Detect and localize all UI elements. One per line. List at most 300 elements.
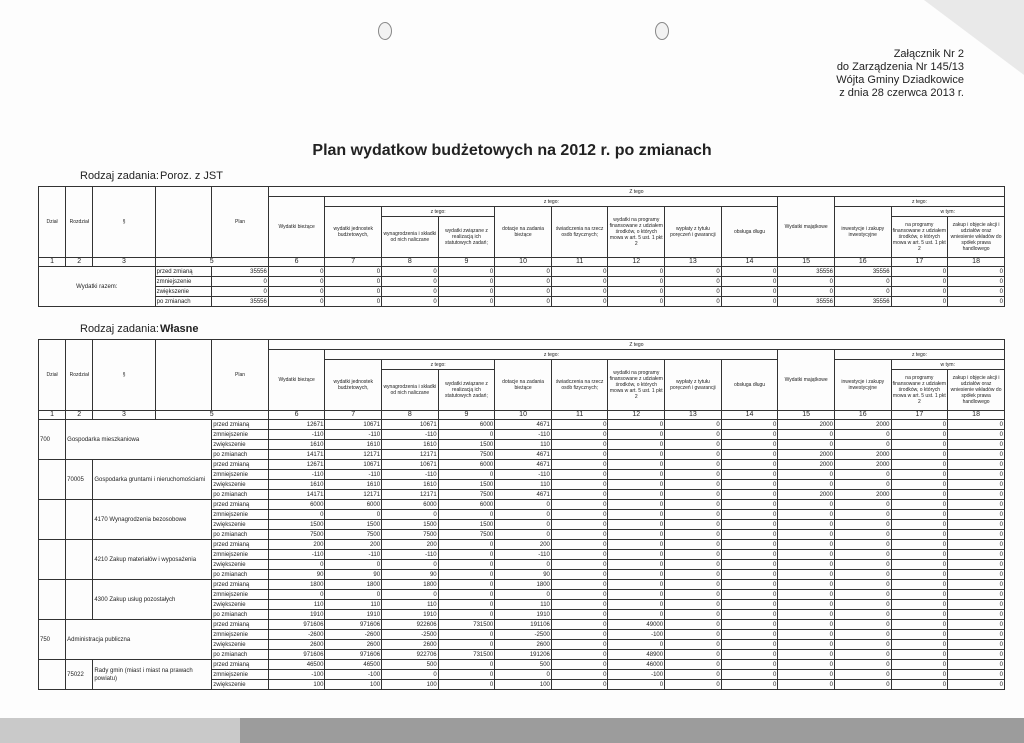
value-cell: 0 — [891, 640, 948, 650]
header-statutowe: wydatki związane z realizacją ich statutowych zadań; — [438, 217, 495, 258]
value-cell: 0 — [665, 420, 722, 430]
value-cell: 0 — [834, 620, 891, 630]
value-cell: 0 — [891, 470, 948, 480]
value-cell: 0 — [948, 480, 1005, 490]
header-z-tego-jedn: z tego: — [382, 360, 495, 370]
value-cell: 0 — [721, 490, 778, 500]
value-cell: 0 — [778, 540, 835, 550]
value-cell: 2000 — [778, 460, 835, 470]
value-cell: -100 — [268, 670, 325, 680]
value-cell: 0 — [834, 480, 891, 490]
value-cell: 0 — [948, 510, 1005, 520]
value-cell: 0 — [891, 500, 948, 510]
row-label: po zmianach — [212, 450, 269, 460]
value-cell: 1500 — [268, 520, 325, 530]
value-cell: 0 — [665, 267, 722, 277]
value-cell: 731500 — [438, 620, 495, 630]
value-cell: 0 — [495, 297, 552, 307]
value-cell: 1800 — [325, 580, 382, 590]
value-cell: 0 — [778, 530, 835, 540]
value-cell: 0 — [721, 630, 778, 640]
value-cell: 110 — [382, 600, 439, 610]
value-cell: 0 — [778, 560, 835, 570]
value-cell: 0 — [834, 500, 891, 510]
value-cell: 0 — [834, 570, 891, 580]
row-label: po zmianach — [155, 297, 212, 307]
value-cell: -110 — [325, 470, 382, 480]
column-number: 11 — [551, 258, 608, 267]
value-cell: 0 — [778, 580, 835, 590]
header-dotacje: dotacje na zadania bieżące — [495, 207, 552, 258]
value-cell: 0 — [551, 600, 608, 610]
header-majatkowe: Wydatki majątkowe — [778, 350, 835, 411]
group-name: 4300 Zakup usług pozostałych — [93, 580, 212, 620]
column-number: 13 — [665, 411, 722, 420]
value-cell: 0 — [665, 297, 722, 307]
value-cell: 1800 — [268, 580, 325, 590]
value-cell: 0 — [721, 430, 778, 440]
value-cell: 90 — [495, 570, 552, 580]
value-cell: 0 — [665, 560, 722, 570]
column-number: 7 — [325, 411, 382, 420]
value-cell: 0 — [948, 650, 1005, 660]
value-cell: 0 — [212, 287, 269, 297]
value-cell: 0 — [551, 650, 608, 660]
value-cell: 971606 — [325, 620, 382, 630]
value-cell: 0 — [778, 630, 835, 640]
value-cell: 0 — [665, 620, 722, 630]
value-cell: 0 — [721, 440, 778, 450]
column-number: 7 — [325, 258, 382, 267]
value-cell: 0 — [721, 670, 778, 680]
column-number: 1 — [39, 411, 66, 420]
value-cell: 12171 — [382, 450, 439, 460]
value-cell: 10671 — [325, 460, 382, 470]
value-cell: 0 — [495, 500, 552, 510]
column-number: 8 — [382, 411, 439, 420]
value-cell: 0 — [495, 267, 552, 277]
value-cell: 0 — [268, 297, 325, 307]
column-number: 10 — [495, 411, 552, 420]
header-wynagrodzenia: wynagrodzenia i składki od nich naliczane — [382, 217, 439, 258]
value-cell: -100 — [325, 670, 382, 680]
value-cell: 0 — [721, 510, 778, 520]
rozdzial-code — [66, 540, 93, 580]
value-cell: 0 — [948, 670, 1005, 680]
value-cell: 0 — [608, 540, 665, 550]
value-cell: 0 — [438, 570, 495, 580]
header-programy: wydatki na programy finansowane z udziałem środków, o których mowa w art. 5 ust. 1 pkt 2 — [608, 207, 665, 258]
value-cell: 0 — [778, 620, 835, 630]
value-cell: 0 — [382, 670, 439, 680]
annex-header — [836, 48, 964, 100]
value-cell: 0 — [325, 510, 382, 520]
value-cell: -110 — [268, 430, 325, 440]
value-cell: 0 — [551, 297, 608, 307]
value-cell: 0 — [438, 267, 495, 277]
value-cell: 14171 — [268, 450, 325, 460]
value-cell: 0 — [438, 297, 495, 307]
value-cell: 4671 — [495, 490, 552, 500]
value-cell: 46500 — [325, 660, 382, 670]
row-label: zwiększenie — [212, 560, 269, 570]
value-cell: -110 — [325, 430, 382, 440]
value-cell: 200 — [268, 540, 325, 550]
row-label: zwiększenie — [212, 440, 269, 450]
punch-hole-left — [378, 22, 392, 40]
value-cell: 0 — [608, 570, 665, 580]
value-cell: 0 — [551, 430, 608, 440]
value-cell: 0 — [551, 470, 608, 480]
value-cell: 0 — [778, 520, 835, 530]
header-statutowe: wydatki związane z realizacją ich statutowych zadań; — [438, 370, 495, 411]
value-cell: 0 — [948, 600, 1005, 610]
value-cell: 0 — [721, 277, 778, 287]
value-cell: 0 — [891, 600, 948, 610]
row-label: zwiększenie — [212, 480, 269, 490]
value-cell: 35556 — [212, 267, 269, 277]
group-name: 4170 Wynagrodzenia bezosobowe — [93, 500, 212, 540]
value-cell: 6000 — [325, 500, 382, 510]
value-cell: 0 — [438, 470, 495, 480]
header-majatkowe: Wydatki majątkowe — [778, 197, 835, 258]
value-cell: 0 — [608, 460, 665, 470]
value-cell: 0 — [778, 510, 835, 520]
value-cell: 0 — [948, 500, 1005, 510]
table-row — [39, 500, 1005, 510]
column-number: 14 — [721, 411, 778, 420]
row-label: zmniejszenie — [212, 550, 269, 560]
rozdzial-code: 75022 — [66, 660, 93, 690]
value-cell: -110 — [495, 430, 552, 440]
value-cell: 0 — [948, 680, 1005, 690]
row-label: zwiększenie — [212, 640, 269, 650]
value-cell: -110 — [495, 470, 552, 480]
value-cell: 0 — [608, 450, 665, 460]
value-cell: 0 — [665, 490, 722, 500]
column-number: 18 — [948, 411, 1005, 420]
value-cell: 0 — [891, 530, 948, 540]
value-cell: 0 — [665, 610, 722, 620]
value-cell: -110 — [268, 550, 325, 560]
table-row — [39, 580, 1005, 590]
value-cell: 0 — [551, 660, 608, 670]
value-cell: 0 — [608, 600, 665, 610]
value-cell: 200 — [325, 540, 382, 550]
value-cell: 971606 — [268, 620, 325, 630]
value-cell: 0 — [665, 460, 722, 470]
value-cell: 0 — [834, 590, 891, 600]
value-cell: 0 — [268, 277, 325, 287]
value-cell: 0 — [665, 277, 722, 287]
value-cell: 0 — [721, 620, 778, 630]
value-cell: 1610 — [268, 480, 325, 490]
table-row — [39, 620, 1005, 630]
value-cell: 0 — [382, 560, 439, 570]
value-cell: 0 — [721, 470, 778, 480]
value-cell: 0 — [834, 440, 891, 450]
value-cell: 6000 — [382, 500, 439, 510]
value-cell: 0 — [948, 277, 1005, 287]
value-cell: 0 — [665, 450, 722, 460]
value-cell: 0 — [834, 670, 891, 680]
scan-edge-dark — [240, 718, 1024, 743]
page-title: Plan wydatkow budżetowych na 2012 r. po zmianach — [312, 142, 712, 159]
budget-table-own — [38, 339, 1005, 690]
value-cell: 0 — [948, 630, 1005, 640]
row-label: zwiększenie — [155, 287, 212, 297]
value-cell: 0 — [891, 670, 948, 680]
value-cell: 0 — [891, 650, 948, 660]
value-cell: 0 — [948, 580, 1005, 590]
value-cell: 10671 — [382, 420, 439, 430]
value-cell: 1910 — [495, 610, 552, 620]
value-cell: 0 — [834, 660, 891, 670]
value-cell: 110 — [325, 600, 382, 610]
value-cell: 0 — [438, 510, 495, 520]
row-label: zwiększenie — [212, 680, 269, 690]
column-number: 9 — [438, 258, 495, 267]
row-label: przed zmianą — [212, 580, 269, 590]
column-number: 17 — [891, 258, 948, 267]
value-cell: 0 — [268, 510, 325, 520]
value-cell: 35556 — [778, 297, 835, 307]
section1-value: Poroz. z JST — [160, 170, 223, 182]
value-cell: -2600 — [268, 630, 325, 640]
value-cell: 0 — [665, 500, 722, 510]
value-cell: 0 — [778, 480, 835, 490]
value-cell: 0 — [948, 490, 1005, 500]
value-cell: 14171 — [268, 490, 325, 500]
budget-table-joint — [38, 186, 1005, 307]
value-cell: 4671 — [495, 420, 552, 430]
row-label: przed zmianą — [155, 267, 212, 277]
value-cell: 0 — [891, 540, 948, 550]
value-cell: 1610 — [325, 480, 382, 490]
group-total-label: Wydatki razem: — [39, 267, 156, 307]
value-cell: 0 — [382, 287, 439, 297]
value-cell: 0 — [608, 510, 665, 520]
value-cell: 0 — [551, 590, 608, 600]
value-cell: 2600 — [268, 640, 325, 650]
value-cell: 0 — [778, 610, 835, 620]
value-cell: 0 — [665, 287, 722, 297]
value-cell: 971606 — [325, 650, 382, 660]
value-cell: 0 — [495, 560, 552, 570]
value-cell: 2000 — [778, 450, 835, 460]
value-cell: 0 — [891, 440, 948, 450]
header-w-tym: w tym: — [891, 207, 1004, 217]
value-cell: 0 — [948, 560, 1005, 570]
value-cell: 0 — [891, 590, 948, 600]
table-row — [39, 460, 1005, 470]
value-cell: -110 — [495, 550, 552, 560]
value-cell: 0 — [891, 267, 948, 277]
value-cell: 0 — [382, 297, 439, 307]
value-cell: 0 — [495, 510, 552, 520]
value-cell: 100 — [268, 680, 325, 690]
column-number: 12 — [608, 411, 665, 420]
column-number: 17 — [891, 411, 948, 420]
row-label: przed zmianą — [212, 500, 269, 510]
value-cell: 0 — [891, 570, 948, 580]
value-cell: 0 — [721, 267, 778, 277]
column-number: 3 — [93, 258, 155, 267]
value-cell: 0 — [948, 540, 1005, 550]
value-cell: 1910 — [325, 610, 382, 620]
row-label: przed zmianą — [212, 420, 269, 430]
value-cell: 0 — [495, 520, 552, 530]
row-label: po zmianach — [212, 650, 269, 660]
punch-hole-right — [655, 22, 669, 40]
value-cell: 0 — [665, 540, 722, 550]
value-cell: 0 — [834, 277, 891, 287]
value-cell: 0 — [721, 600, 778, 610]
value-cell: 0 — [948, 620, 1005, 630]
header-inwestycje: inwestycje i zakupy inwestycyjne — [834, 207, 891, 258]
column-number: 13 — [665, 258, 722, 267]
value-cell: 0 — [778, 440, 835, 450]
row-label: po zmianach — [212, 530, 269, 540]
value-cell: 0 — [325, 590, 382, 600]
value-cell: 1610 — [268, 440, 325, 450]
row-label: zwiększenie — [212, 600, 269, 610]
value-cell: -110 — [325, 550, 382, 560]
group-name: Gospodarka mieszkaniowa — [66, 420, 212, 460]
value-cell: 0 — [665, 530, 722, 540]
value-cell: 731500 — [438, 650, 495, 660]
value-cell: 12171 — [325, 450, 382, 460]
value-cell: 90 — [325, 570, 382, 580]
dzial-code — [39, 660, 66, 690]
value-cell: -110 — [382, 430, 439, 440]
value-cell: 0 — [948, 297, 1005, 307]
value-cell: 0 — [551, 440, 608, 450]
header-rozdzial: Rozdział — [66, 340, 93, 411]
header-blank — [155, 187, 212, 258]
table-row — [39, 420, 1005, 430]
value-cell: 0 — [438, 610, 495, 620]
column-number: 15 — [778, 258, 835, 267]
header-akcje: zakup i objęcie akcji i udziałów oraz wniesienie wkładów do spółek prawa handlowego — [948, 370, 1005, 411]
value-cell: 0 — [721, 650, 778, 660]
value-cell: 35556 — [834, 297, 891, 307]
value-cell: 7500 — [438, 450, 495, 460]
value-cell: -110 — [382, 470, 439, 480]
value-cell: 2000 — [834, 460, 891, 470]
value-cell: 0 — [665, 630, 722, 640]
rozdzial-code — [66, 500, 93, 540]
value-cell: 0 — [834, 287, 891, 297]
value-cell: 0 — [268, 590, 325, 600]
row-label: zmniejszenie — [212, 430, 269, 440]
value-cell: 2600 — [495, 640, 552, 650]
value-cell: 110 — [268, 600, 325, 610]
header-dlug: obsługa długu — [721, 360, 778, 411]
header-inw-programy: na programy finansowane z udziałem środków, o których mowa w art. 5 ust. 1 pkt 2 — [891, 370, 948, 411]
value-cell: 0 — [834, 470, 891, 480]
value-cell: 110 — [495, 480, 552, 490]
value-cell: 500 — [495, 660, 552, 670]
value-cell: 0 — [382, 267, 439, 277]
value-cell: 0 — [834, 510, 891, 520]
value-cell: 0 — [551, 620, 608, 630]
value-cell: 7500 — [438, 530, 495, 540]
value-cell: 0 — [778, 550, 835, 560]
value-cell: 6000 — [438, 500, 495, 510]
value-cell: 0 — [268, 267, 325, 277]
value-cell: 0 — [608, 287, 665, 297]
value-cell: 0 — [495, 277, 552, 287]
value-cell: 1610 — [325, 440, 382, 450]
value-cell: 0 — [834, 580, 891, 590]
row-label: po zmianach — [212, 570, 269, 580]
value-cell: 1500 — [438, 440, 495, 450]
value-cell: 90 — [268, 570, 325, 580]
value-cell: 0 — [438, 670, 495, 680]
value-cell: 0 — [608, 610, 665, 620]
value-cell: 2000 — [834, 420, 891, 430]
value-cell: 0 — [948, 267, 1005, 277]
value-cell: 0 — [948, 570, 1005, 580]
header-z-tego-jedn: z tego: — [382, 207, 495, 217]
value-cell: 0 — [891, 420, 948, 430]
value-cell: -2500 — [495, 630, 552, 640]
column-number: 5 — [155, 411, 268, 420]
value-cell: 0 — [721, 560, 778, 570]
value-cell: 0 — [665, 520, 722, 530]
value-cell: 0 — [891, 620, 948, 630]
value-cell: 0 — [834, 610, 891, 620]
group-name: Rady gmin (miast i miast na prawach powiatu) — [93, 660, 212, 690]
value-cell: 0 — [778, 287, 835, 297]
value-cell: 0 — [778, 640, 835, 650]
value-cell: 0 — [608, 440, 665, 450]
value-cell: 0 — [551, 570, 608, 580]
value-cell: 0 — [834, 530, 891, 540]
header-z-tego-majatkowe: z tego: — [834, 350, 1004, 360]
value-cell: 0 — [721, 580, 778, 590]
value-cell: 0 — [948, 470, 1005, 480]
value-cell: 0 — [948, 450, 1005, 460]
column-number: 9 — [438, 411, 495, 420]
value-cell: 0 — [438, 550, 495, 560]
value-cell: 0 — [495, 590, 552, 600]
header-programy: wydatki na programy finansowane z udziałem środków, o których mowa w art. 5 ust. 1 pkt 2 — [608, 360, 665, 411]
value-cell: 0 — [608, 580, 665, 590]
value-cell: 0 — [382, 590, 439, 600]
value-cell: 10671 — [382, 460, 439, 470]
value-cell: 12171 — [325, 490, 382, 500]
header-jednostek: wydatki jednostek budżetowych, — [325, 360, 382, 411]
value-cell: 10671 — [325, 420, 382, 430]
header-inw-programy: na programy finansowane z udziałem środków, o których mowa w art. 5 ust. 1 pkt 2 — [891, 217, 948, 258]
value-cell: 7500 — [382, 530, 439, 540]
dzial-code: 700 — [39, 420, 66, 460]
value-cell: 35556 — [778, 267, 835, 277]
value-cell: 0 — [551, 500, 608, 510]
value-cell: 12171 — [382, 490, 439, 500]
value-cell: 7500 — [325, 530, 382, 540]
value-cell: 0 — [268, 560, 325, 570]
value-cell: 0 — [778, 590, 835, 600]
value-cell: 1500 — [438, 480, 495, 490]
value-cell: 0 — [608, 590, 665, 600]
value-cell: 2600 — [382, 640, 439, 650]
column-number: 16 — [834, 411, 891, 420]
value-cell: 0 — [325, 297, 382, 307]
value-cell: 12671 — [268, 420, 325, 430]
